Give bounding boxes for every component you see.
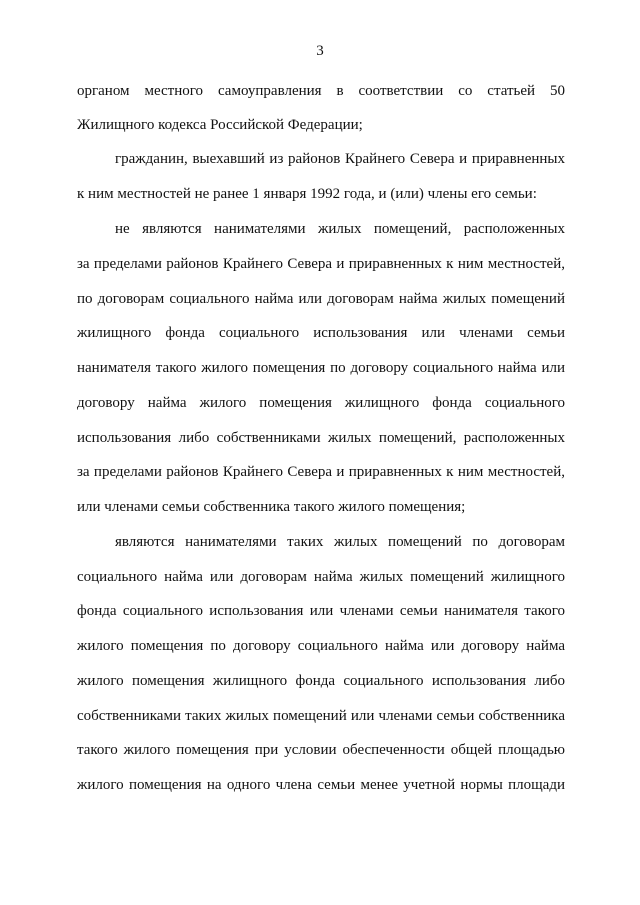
text-line: или членами семьи собственника такого жилого помещения; [77,499,466,515]
text-line: жилого помещения жилищного фонда социального использования либо [77,673,565,689]
text-line: по договорам социального найма или договорам найма жилых помещений [77,291,565,307]
text-line: Жилищного кодекса Российской Федерации; [77,117,363,133]
text-line: нанимателя такого жилого помещения по договору социального найма или [77,360,565,376]
text-line: гражданин, выехавший из районов Крайнего Севера и приравненных [115,151,565,167]
text-line: за пределами районов Крайнего Севера и приравненных к ним местностей, [77,256,565,272]
text-line: жилого помещения по договору социального найма или договору найма [77,638,565,654]
text-line: социального найма или договорам найма жилых помещений жилищного [77,569,565,585]
text-line: фонда социального использования или членами семьи нанимателя такого [77,603,565,619]
text-line: использования либо собственниками жилых помещений, расположенных [77,430,565,446]
text-line: жилого помещения на одного члена семьи менее учетной нормы площади [77,777,565,793]
text-line: жилищного фонда социального использования или членами семьи [77,325,565,341]
text-line: за пределами районов Крайнего Севера и приравненных к ним местностей, [77,464,565,480]
text-line: к ним местностей не ранее 1 января 1992 года, и (или) члены его семьи: [77,186,537,202]
text-line: являются нанимателями таких жилых помещений по договорам [115,534,565,550]
page-number: 3 [316,43,324,59]
text-line: не являются нанимателями жилых помещений, расположенных [115,221,565,237]
text-line: собственниками таких жилых помещений или членами семьи собственника [77,708,565,724]
text-line: органом местного самоуправления в соответствии со статьей 50 [77,83,565,99]
text-line: такого жилого помещения при условии обеспеченности общей площадью [77,742,565,758]
text-line: договору найма жилого помещения жилищного фонда социального [77,395,565,411]
